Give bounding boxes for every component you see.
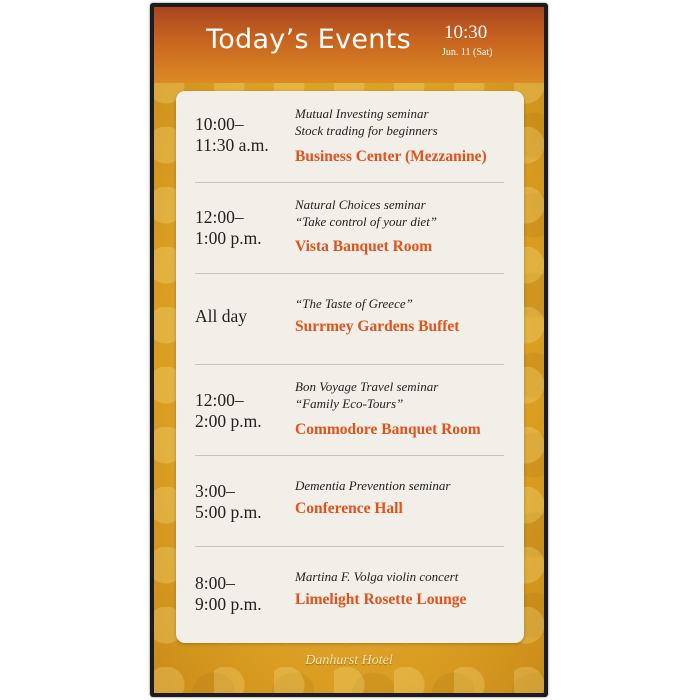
event-time: 3:00– 5:00 p.m. bbox=[195, 481, 262, 522]
event-row-4 bbox=[195, 364, 504, 456]
event-time: 12:00– 1:00 p.m. bbox=[195, 207, 262, 248]
event-time: All day bbox=[195, 306, 248, 326]
event-description: Mutual Investing seminar Stock trading for beginners bbox=[295, 106, 438, 138]
event-venue: Vista Banquet Room bbox=[295, 238, 433, 255]
clock-date: Jun. 11 (Sat) bbox=[442, 47, 493, 58]
event-description: Martina F. Volga violin concert bbox=[295, 569, 459, 584]
hotel-logo: Danhurst Hotel bbox=[305, 653, 393, 668]
event-row-1 bbox=[195, 91, 504, 183]
event-description: “The Taste of Greece” bbox=[295, 296, 413, 311]
event-time: 12:00– 2:00 p.m. bbox=[195, 390, 262, 431]
event-row-6 bbox=[195, 546, 504, 637]
event-venue: Commodore Banquet Room bbox=[295, 421, 481, 438]
event-venue: Limelight Rosette Lounge bbox=[295, 591, 467, 608]
event-description: Bon Voyage Travel seminar “Family Eco-Tours” bbox=[295, 379, 439, 411]
event-description: Dementia Prevention seminar bbox=[295, 478, 451, 493]
signage-screen bbox=[154, 7, 544, 693]
event-row-5 bbox=[195, 455, 504, 547]
events-panel bbox=[176, 91, 524, 643]
event-venue: Surrmey Gardens Buffet bbox=[295, 318, 460, 335]
page-title: Today’s Events bbox=[206, 24, 411, 55]
event-venue: Conference Hall bbox=[295, 500, 403, 517]
event-venue: Business Center (Mezzanine) bbox=[295, 148, 487, 165]
header-bar bbox=[154, 7, 544, 83]
clock-time: 10:30 bbox=[444, 22, 488, 43]
event-row-3 bbox=[195, 273, 504, 365]
event-time: 10:00– 11:30 a.m. bbox=[195, 114, 269, 155]
event-time: 8:00– 9:00 p.m. bbox=[195, 573, 262, 614]
event-description: Natural Choices seminar “Take control of your diet” bbox=[295, 197, 438, 229]
event-row-2 bbox=[195, 182, 504, 274]
